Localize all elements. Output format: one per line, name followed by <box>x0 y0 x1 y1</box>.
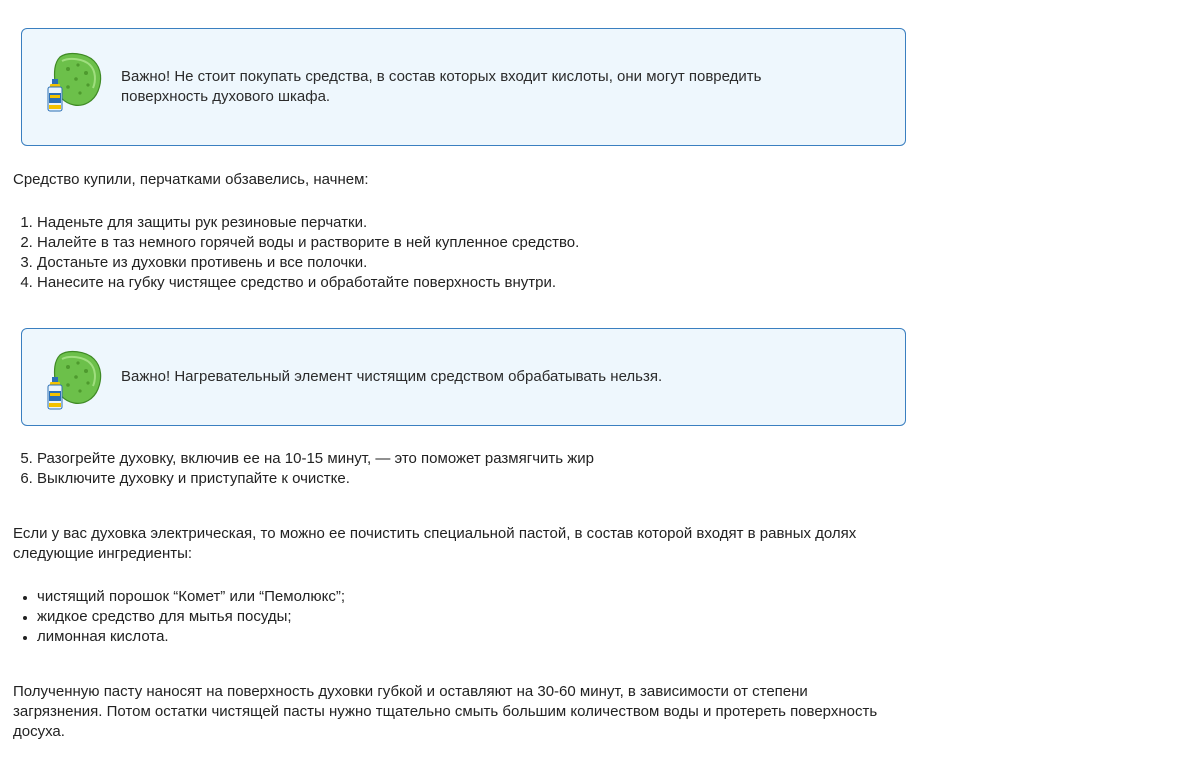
list-item: 5. Разогрейте духовку, включив ее на 10-15 минут, — это поможет размягчить жир <box>37 449 594 469</box>
sponge-spray-icon <box>46 51 102 113</box>
notice-text: Важно! Нагревательный элемент чистящим средством обрабатывать нельзя. <box>121 368 663 385</box>
steps-list-2 <box>0 449 594 489</box>
steps-list-1 <box>0 213 579 293</box>
list-item: • чистящий порошок “Комет” или “Пемолюкс”; <box>37 587 345 607</box>
list-item: 1. Наденьте для защиты рук резиновые перчатки. <box>37 213 579 233</box>
list-item: • лимонная кислота. <box>37 627 345 647</box>
notice-text: Важно! Не стоит покупать средства, в состав которых входит кислоты, они могут повредить поверхность духового шкафа. <box>121 68 762 105</box>
list-item: 4. Нанесите на губку чистящее средство и обработайте поверхность внутри. <box>37 273 579 293</box>
list-item: 3. Достаньте из духовки противень и все полочки. <box>37 253 579 273</box>
intro-paragraph: Средство купили, перчатками обзавелись, начнем: <box>13 171 369 188</box>
final-paragraph: Полученную пасту наносят на поверхность духовки губкой и оставляют на 30-60 минут, в зависимости от степени загрязнения. Потом остатки чистящей пасты нужно тщательно смыть большим количеством воды и протереть поверхность досуха. <box>13 683 878 740</box>
list-item: 6. Выключите духовку и приступайте к очистке. <box>37 469 594 489</box>
electric-oven-paragraph: Если у вас духовка электрическая, то можно ее почистить специальной пастой, в состав которой входят в равных долях следующие ингредиенты: <box>13 525 857 562</box>
important-notice-1 <box>21 28 906 146</box>
important-notice-2 <box>21 328 906 426</box>
list-item: 2. Налейте в таз немного горячей воды и растворите в ней купленное средство. <box>37 233 579 253</box>
ingredients-list <box>0 587 345 647</box>
sponge-spray-icon <box>46 349 102 411</box>
list-item: • жидкое средство для мытья посуды; <box>37 607 345 627</box>
